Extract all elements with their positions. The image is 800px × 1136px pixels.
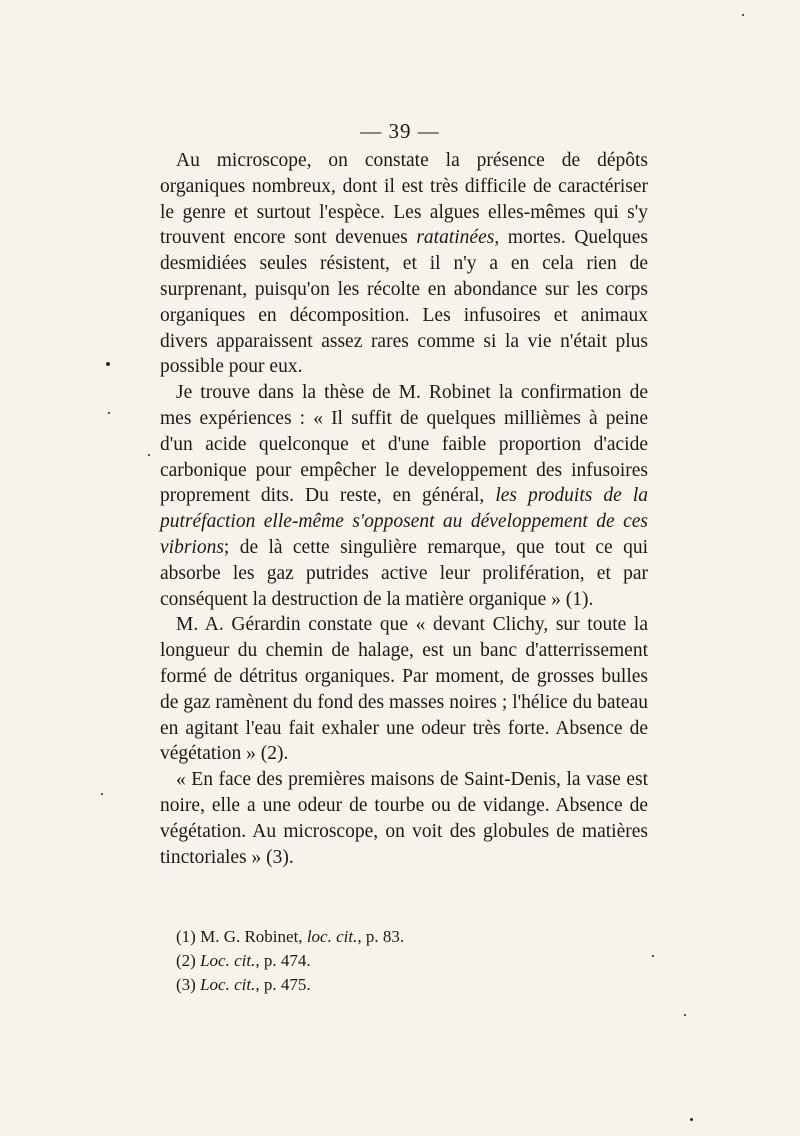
footnote-2-italic: Loc. cit. [200, 951, 256, 970]
page-number: — 39 — [360, 119, 440, 143]
paper-speck [108, 412, 110, 414]
footnotes [176, 925, 404, 997]
paragraph-1-italic: ratatinées [416, 227, 495, 249]
paragraph-2-text-b: ; de là cette singulière remarque, que tout ce qui absorbe les gaz putrides active leur prolifération, et par conséquent la destruction de la matière organique » (1). [160, 536, 648, 610]
paragraph-1 [160, 148, 648, 380]
paper-speck [652, 955, 654, 957]
body-text [160, 148, 648, 870]
paper-speck [684, 1014, 686, 1016]
paragraph-4-text: « En face des premières maisons de Saint-Denis, la vase est noire, elle a une odeur de tourbe ou de vidange. Absence de végétation. Au microscope, on voit des globules de matières tinctoriales » (3). [160, 769, 648, 868]
footnote-3-mark: (3) [176, 975, 196, 994]
paper-speck [106, 362, 110, 366]
footnote-1-before: M. G. Robinet, [200, 927, 307, 946]
footnote-3-after: , p. 475. [255, 975, 311, 994]
paragraph-2-text-a: Je trouve dans la thèse de M. Robinet la confirmation de mes expériences : « Il suffit de quelques millièmes à peine d'un acide quelconque et d'une faible proportion d'acide carbonique pour empêcher le developpement des infusoires proprement dits. Du reste, en général, [160, 382, 648, 507]
footnote-1 [176, 925, 404, 949]
paper-speck [690, 1118, 693, 1121]
paper-speck [148, 454, 150, 456]
paragraph-3 [160, 612, 648, 767]
footnote-2 [176, 949, 404, 973]
paragraph-2-italic: les produits de la putréfaction elle-même s'opposent au développement de ces vibrions [160, 485, 649, 558]
footnote-1-after: , p. 83. [357, 927, 405, 946]
footnote-1-italic: loc. cit. [306, 927, 358, 946]
paragraph-1-text-b: , mortes. Quelques desmidiées seules résistent, et il n'y a en cela rien de surprenant, puisqu'on les récolte en abondance sur les corps organiques en décomposition. Les infusoires et animaux divers apparaissent assez rares comme si la vie n'était plus possible pour eux. [160, 227, 648, 378]
footnote-1-mark: (1) [176, 927, 196, 946]
paragraph-3-text: M. A. Gérardin constate que « devant Clichy, sur toute la longueur du chemin de halage, est un banc d'atterrissement formé de détritus organiques. Par moment, de grosses bulles de gaz ramènent du fond des masses noires ; l'hélice du bateau en agitant l'eau fait exhaler une odeur très forte. Absence de végétation » (2). [160, 614, 648, 765]
footnote-2-mark: (2) [176, 951, 196, 970]
footnote-3-italic: Loc. cit. [200, 975, 256, 994]
footnote-2-after: , p. 474. [255, 951, 311, 970]
paper-speck [101, 793, 103, 795]
paper-speck [742, 14, 744, 16]
paragraph-1-text-a: Au microscope, on constate la présence de dépôts organiques nombreux, dont il est très difficile de caractériser le genre et surtout l'espèce. Les algues elles-mêmes qui s'y trouvent encore sont devenues [160, 150, 648, 249]
paragraph-4 [160, 767, 648, 870]
paragraph-2 [160, 380, 648, 612]
footnote-3 [176, 973, 404, 997]
